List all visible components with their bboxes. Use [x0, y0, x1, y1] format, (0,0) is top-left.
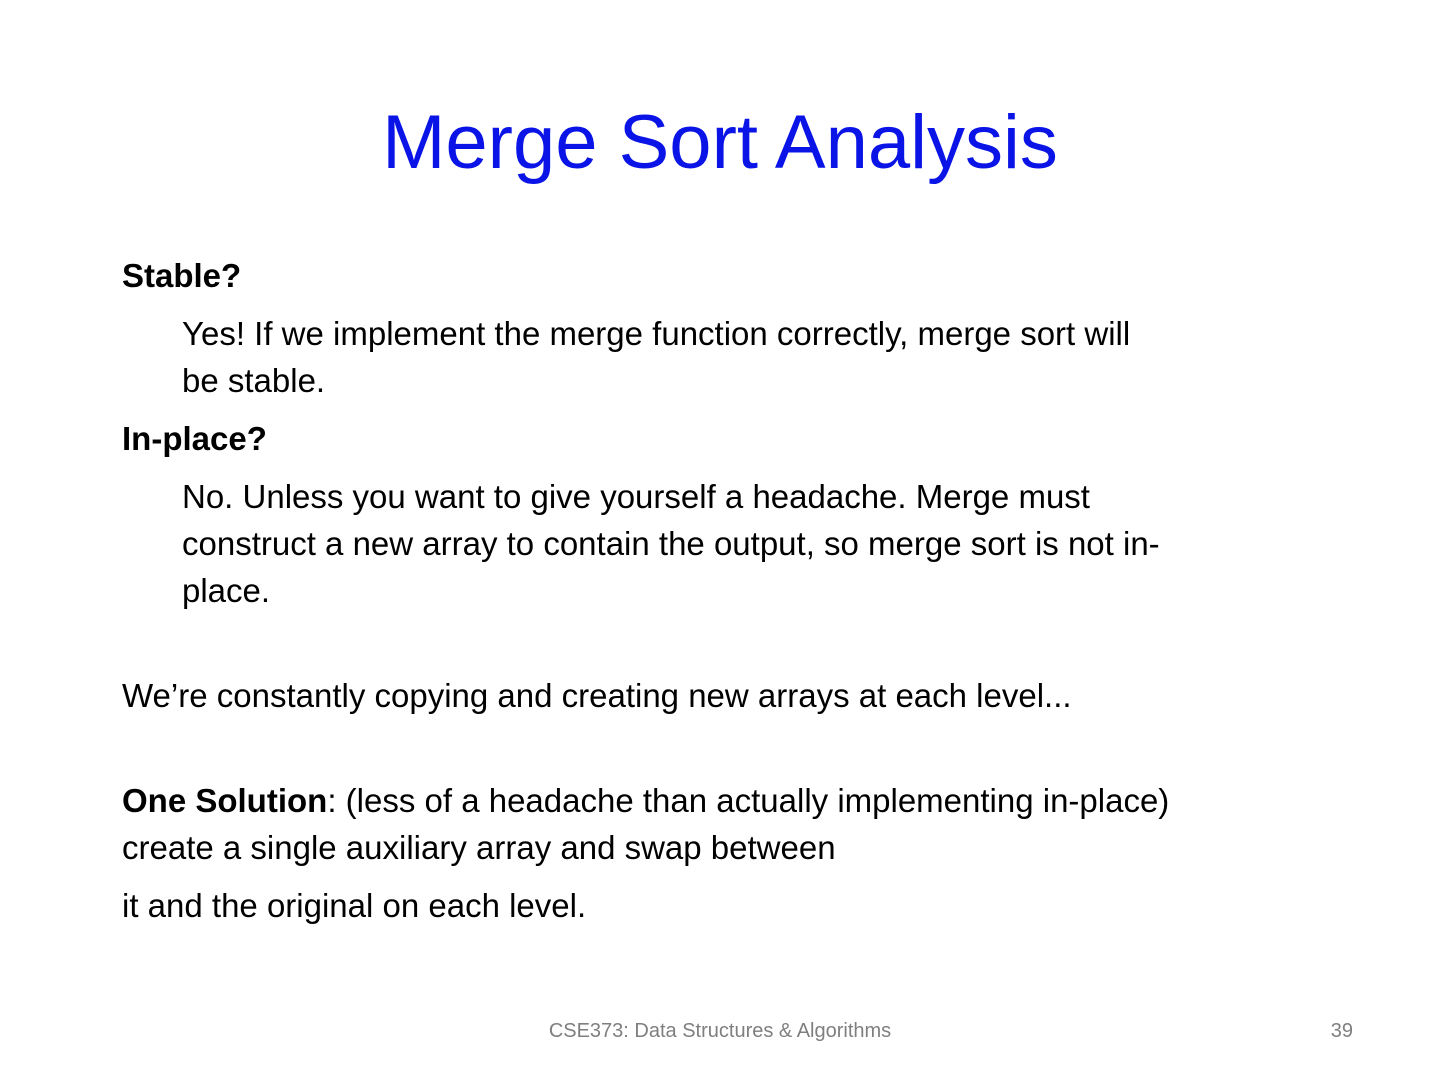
- footer-course: CSE373: Data Structures & Algorithms: [548, 1020, 892, 1042]
- in-place-answer-line: place.: [182, 572, 271, 609]
- slide-body: [122, 252, 1332, 929]
- solution-line: create a single auxiliary array and swap between: [122, 829, 836, 866]
- in-place-answer-line: No. Unless you want to give yourself a headache. Merge must: [182, 478, 1090, 515]
- in-place-answer: [122, 473, 1332, 614]
- in-place-answer-line: construct a new array to contain the output, so merge sort is not in-: [182, 525, 1160, 562]
- in-place-heading: In-place?: [122, 420, 267, 457]
- solution-label: One Solution: [122, 782, 328, 819]
- stable-answer-line: be stable.: [182, 362, 326, 399]
- solution-text: : (less of a headache than actually implementing in-place): [327, 782, 1170, 819]
- stable-answer-line: Yes! If we implement the merge function correctly, merge sort will: [182, 315, 1131, 352]
- page-number: 39: [1330, 1020, 1353, 1042]
- solution-line: it and the original on each level.: [122, 887, 587, 924]
- stable-answer: [122, 310, 1332, 404]
- copying-note: We’re constantly copying and creating new arrays at each level...: [122, 677, 1072, 714]
- solution-paragraph: [122, 777, 1332, 824]
- slide-title: Merge Sort Analysis: [382, 100, 1058, 185]
- stable-heading: Stable?: [122, 257, 242, 294]
